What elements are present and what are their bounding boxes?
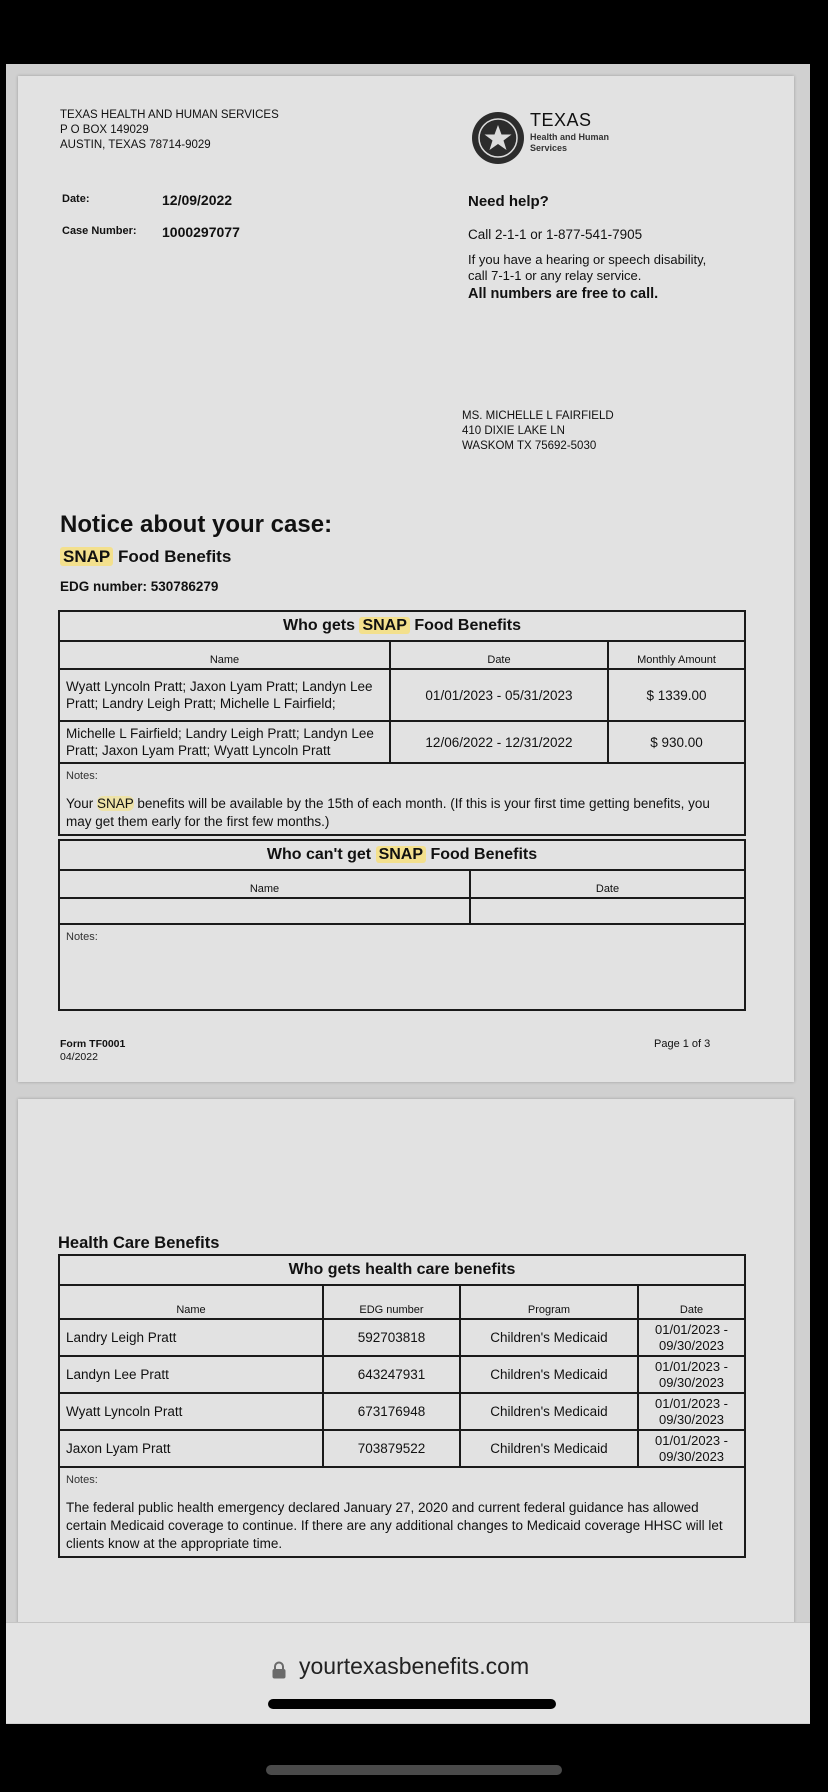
logo-subtitle (530, 132, 609, 154)
help-hearing-line-2: call 7-1-1 or any relay service. (468, 268, 642, 283)
date-start: 01/01/2023 - (655, 1358, 729, 1374)
date-start: 01/01/2023 - (655, 1432, 729, 1448)
col-header-name: Name (59, 1285, 323, 1319)
table-row (59, 1356, 745, 1393)
snap-caption-post: Food Benefits (414, 617, 522, 634)
form-date: 04/2022 (60, 1051, 98, 1063)
health-row-edg: 673176948 (323, 1393, 460, 1430)
date-start: 01/01/2023 - (655, 1395, 729, 1411)
date-label: Date: (62, 193, 90, 205)
health-row-name: Landyn Lee Pratt (59, 1356, 323, 1393)
health-notes-row (59, 1467, 745, 1557)
document-page-1 (18, 76, 794, 1082)
cant-notes-cell (59, 924, 745, 1010)
help-phone-numbers: Call 2-1-1 or 1-877-541-7905 (468, 227, 643, 242)
health-row-date (638, 1356, 745, 1393)
empty-name-cell (59, 898, 470, 924)
date-end: 09/30/2023 (658, 1448, 725, 1464)
url-text[interactable]: yourtexasbenefits.com (299, 1653, 530, 1679)
health-row-date (638, 1430, 745, 1467)
health-row-program: Children's Medicaid (460, 1356, 638, 1393)
col-header-date: Date (638, 1285, 745, 1319)
texas-hhs-logo (470, 108, 615, 168)
agency-address (60, 108, 279, 153)
snap-notes-highlight: SNAP (97, 796, 134, 811)
snap-table-caption (59, 611, 745, 641)
page-number: Page 1 of 3 (654, 1038, 711, 1050)
health-row-edg: 643247931 (323, 1356, 460, 1393)
help-hearing-text (468, 252, 706, 284)
col-header-edg: EDG number (323, 1285, 460, 1319)
snap-caption-highlight: SNAP (359, 617, 409, 634)
health-row-edg: 592703818 (323, 1319, 460, 1356)
date-start: 01/01/2023 - (655, 1321, 729, 1337)
logo-subtitle-line-2: Services (530, 143, 568, 153)
cant-caption-post: Food Benefits (430, 846, 538, 863)
health-row-date (638, 1393, 745, 1430)
snap-table-caption-row (59, 611, 745, 641)
home-indicator[interactable] (266, 1765, 562, 1775)
snap-benefits-table (58, 610, 746, 836)
snap-notes-pre: Your (66, 796, 94, 811)
health-row-name: Wyatt Lyncoln Pratt (59, 1393, 323, 1430)
logo-texas-text: TEXAS (530, 110, 592, 130)
recipient-name: MS. MICHELLE L FAIRFIELD (462, 410, 614, 422)
col-header-monthly-amount: Monthly Amount (608, 641, 745, 669)
health-notes-label: Notes: (66, 1474, 98, 1486)
health-row-edg: 703879522 (323, 1430, 460, 1467)
cant-caption-pre: Who can't get (266, 846, 372, 863)
health-row-program: Children's Medicaid (460, 1393, 638, 1430)
table-row-empty (59, 898, 745, 924)
table-row (59, 721, 745, 763)
health-notes-text: The federal public health emergency declared January 27, 2020 and current federal guidance has allowed certain Medicaid coverage to continue. If there are any additional changes to Medicaid coverage HHSC will let clients know at the appropriate time. (66, 1500, 723, 1551)
snap-highlight: SNAP (60, 547, 113, 566)
cant-table-caption (59, 840, 745, 870)
snap-notes-post: benefits will be available by the 15th of each month. (If this is your first time getting benefits, you may get them early for the first few months.) (66, 796, 710, 829)
snap-notes-label: Notes: (66, 770, 98, 782)
health-row-date (638, 1319, 745, 1356)
col-header-name: Name (59, 641, 390, 669)
help-free-call: All numbers are free to call. (468, 286, 659, 302)
date-end: 09/30/2023 (658, 1337, 725, 1353)
snap-row-names: Wyatt Lyncoln Pratt; Jaxon Lyam Pratt; Landyn Lee Pratt; Landry Leigh Pratt; Michelle L Fairfield; (59, 669, 390, 721)
agency-city: AUSTIN, TEXAS 78714-9029 (60, 139, 211, 151)
notice-title: Notice about your case: (60, 511, 333, 538)
recipient-city: WASKOM TX 75692-5030 (462, 440, 597, 452)
health-row-name: Jaxon Lyam Pratt (59, 1430, 323, 1467)
cant-table-header-row (59, 870, 745, 898)
col-header-date: Date (470, 870, 745, 898)
notice-subtitle (60, 547, 231, 567)
health-row-program: Children's Medicaid (460, 1319, 638, 1356)
health-care-table (58, 1254, 746, 1558)
snap-notes-text (66, 795, 738, 831)
snap-row-date: 12/06/2022 - 12/31/2022 (390, 721, 608, 763)
form-id (60, 1038, 125, 1064)
table-row (59, 1393, 745, 1430)
document-viewer[interactable] (6, 64, 810, 1724)
snap-row-amount: $ 930.00 (608, 721, 745, 763)
snap-row-amount: $ 1339.00 (608, 669, 745, 721)
lock-icon (271, 1661, 287, 1679)
edg-number (60, 579, 218, 594)
health-care-title: Health Care Benefits (58, 1234, 220, 1252)
cant-caption-highlight: SNAP (376, 846, 426, 863)
edg-label: EDG number: (60, 579, 148, 594)
health-row-program: Children's Medicaid (460, 1430, 638, 1467)
table-row (59, 669, 745, 721)
health-notes-cell (59, 1467, 745, 1557)
help-hearing-line-1: If you have a hearing or speech disability, (468, 252, 707, 267)
health-row-name: Landry Leigh Pratt (59, 1319, 323, 1356)
date-value: 12/09/2022 (162, 192, 233, 208)
cant-notes-row (59, 924, 745, 1010)
recipient-address (462, 409, 614, 454)
snap-row-date: 01/01/2023 - 05/31/2023 (390, 669, 608, 721)
date-end: 09/30/2023 (658, 1374, 725, 1390)
snap-table-header-row (59, 641, 745, 669)
edg-value: 530786279 (150, 579, 219, 594)
col-header-date: Date (390, 641, 608, 669)
snap-row-names: Michelle L Fairfield; Landry Leigh Pratt; Landyn Lee Pratt; Jaxon Lyam Pratt; Wyatt Lyncoln Pratt (59, 721, 390, 763)
notice-subtitle-rest: Food Benefits (117, 547, 232, 566)
health-table-caption: Who gets health care benefits (59, 1255, 745, 1285)
snap-caption-pre: Who gets (283, 617, 355, 634)
recipient-street: 410 DIXIE LAKE LN (462, 425, 565, 437)
case-number-value: 1000297077 (162, 224, 240, 240)
browser-address-bar[interactable] (6, 1622, 810, 1723)
table-row (59, 1319, 745, 1356)
logo-subtitle-line-1: Health and Human (530, 132, 610, 142)
agency-po-box: P O BOX 149029 (60, 124, 149, 136)
health-table-header-row (59, 1285, 745, 1319)
empty-date-cell (470, 898, 745, 924)
col-header-program: Program (460, 1285, 638, 1319)
toolbar-drag-handle[interactable] (268, 1699, 556, 1709)
case-number-label: Case Number: (62, 225, 137, 237)
cant-notes-label: Notes: (66, 931, 98, 943)
table-row (59, 1430, 745, 1467)
snap-notes-row (59, 763, 745, 835)
health-table-caption-row (59, 1255, 745, 1285)
form-number: Form TF0001 (60, 1038, 126, 1050)
agency-name: TEXAS HEALTH AND HUMAN SERVICES (60, 109, 279, 121)
need-help-title: Need help? (468, 193, 549, 210)
col-header-name: Name (59, 870, 470, 898)
texas-seal-icon (470, 110, 526, 166)
snap-notes-cell (59, 763, 745, 835)
cant-table-caption-row (59, 840, 745, 870)
date-end: 09/30/2023 (658, 1411, 725, 1427)
snap-ineligible-table (58, 839, 746, 1011)
